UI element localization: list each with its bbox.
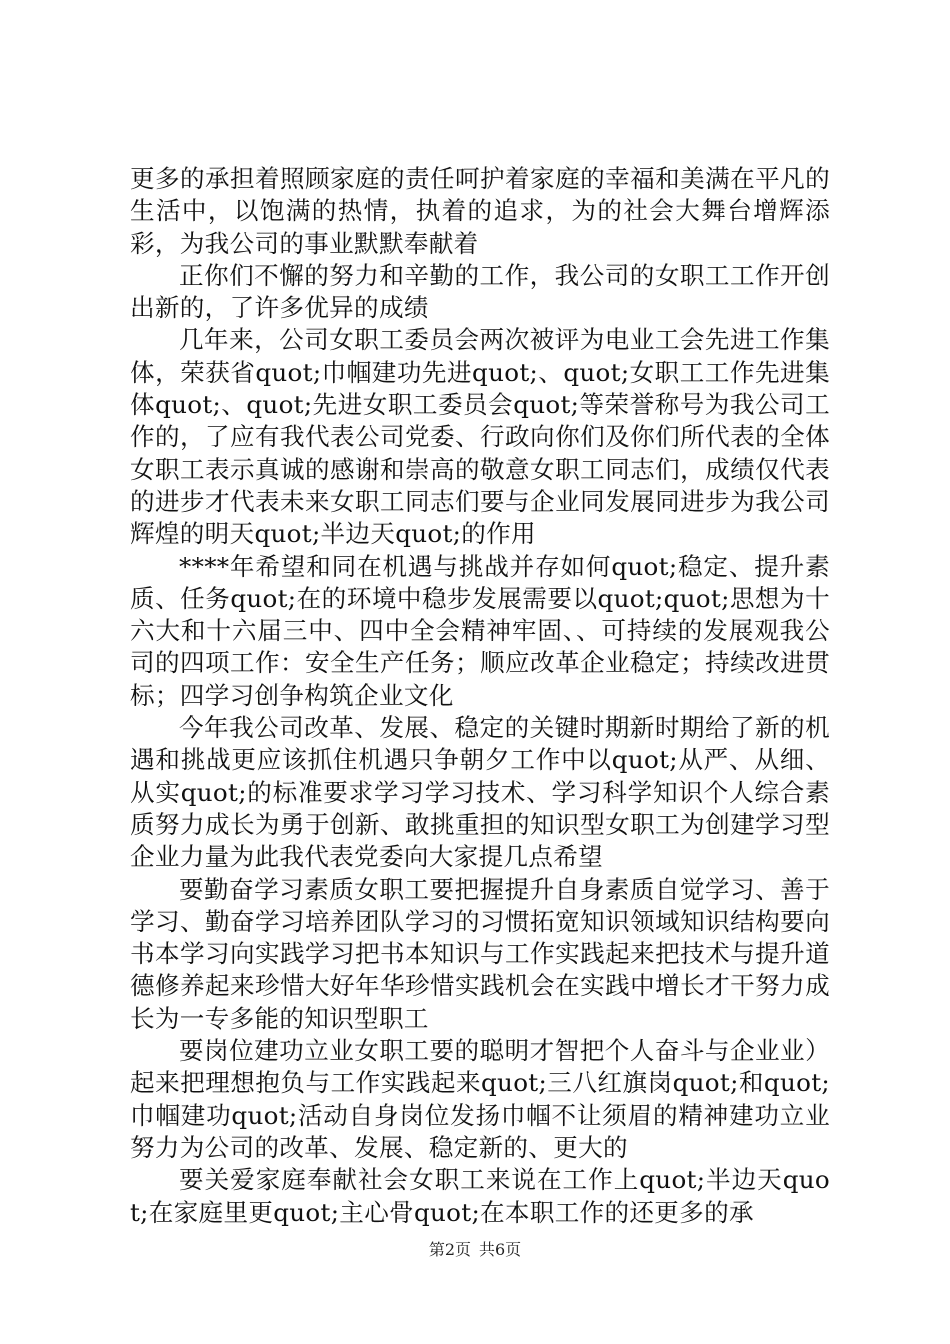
paragraph-1: 更多的承担着照顾家庭的责任呵护着家庭的幸福和美满在平凡的生活中，以饱满的热情，执着的追求，为的社会大舞台增辉添彩，为我公司的事业默默奉献着 [130, 164, 830, 258]
page-total: 共6页 [479, 1240, 522, 1259]
paragraph-6: 要勤奋学习素质女职工要把握提升自身素质自觉学习、善于学习、勤奋学习培养团队学习的习惯拓宽知识领域知识结构要向书本学习向实践学习把书本知识与工作实践起来把技术与提升道德修养起来珍惜大好年华珍惜实践机会在实践中增长才干努力成长为一专多能的知识型职工 [130, 874, 830, 1033]
paragraph-4: ****年希望和同在机遇与挑战并存如何quot;稳定、提升素质、任务quot;在的环境中稳步发展需要以quot;quot;思想为十六大和十六届三中、四中全会精神牢固、、可持续的发展观我公司的四项工作：安全生产任务；顺应改革企业稳定；持续改进贯标；四学习创争构筑企业文化 [130, 551, 830, 710]
page-footer [0, 1239, 950, 1261]
paragraph-3: 几年来，公司女职工委员会两次被评为电业工会先进工作集体，荣获省quot;巾帼建功先进quot;、quot;女职工工作先进集体quot;、quot;先进女职工委员会quot;等荣誉称号为我公司工作的，了应有我代表公司党委、行政向你们及你们所代表的全体女职工表示真诚的感谢和崇高的敬意女职工同志们，成绩仅代表的进步才代表未来女职工同志们要与企业同发展同进步为我公司辉煌的明天quot;半边天quot;的作用 [130, 325, 830, 549]
paragraph-8: 要关爱家庭奉献社会女职工来说在工作上quot;半边天quot;在家庭里更quot;主心骨quot;在本职工作的还更多的承 [130, 1165, 830, 1227]
paragraph-2: 正你们不懈的努力和辛勤的工作，我公司的女职工工作开创出新的，了许多优异的成绩 [130, 260, 830, 323]
document-body [130, 163, 830, 1229]
paragraph-5: 今年我公司改革、发展、稳定的关键时期新时期给了新的机遇和挑战更应该抓住机遇只争朝夕工作中以quot;从严、从细、从实quot;的标准要求学习学习技术、学习科学知识个人综合素质努力成长为勇于创新、敢挑重担的知识型女职工为创建学习型企业力量为此我代表党委向大家提几点希望 [130, 713, 830, 872]
page-number: 第2页 [428, 1240, 471, 1259]
paragraph-7: 要岗位建功立业女职工要的聪明才智把个人奋斗与企业业）起来把理想抱负与工作实践起来quot;三八红旗岗quot;和quot;巾帼建功quot;活动自身岗位发扬巾帼不让须眉的精神建功立业努力为公司的改革、发展、稳定新的、更大的 [130, 1036, 830, 1162]
